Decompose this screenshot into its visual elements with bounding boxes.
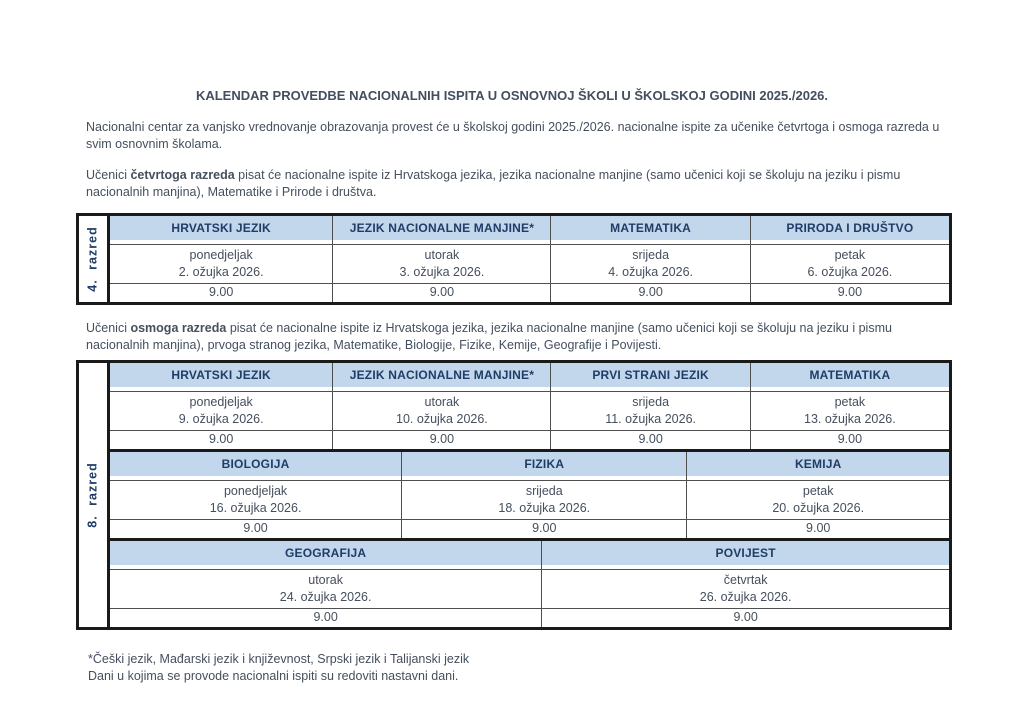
subject-header-label: HRVATSKI JEZIK [110,363,332,387]
exam-day-row [110,569,949,608]
exam-time-cell: 9.00 [550,431,749,449]
footnote-school-days: Dani u kojima se provode nacionalni ispiti su redoviti nastavni dani. [88,669,459,683]
grade-4-bands [110,216,949,302]
footnote-asterisk: *Češki jezik, Mađarski jezik i književnost, Srpski jezik i Talijanski jezik [88,652,470,666]
footnotes [88,651,940,685]
subject-header-label: JEZIK NACIONALNE MANJINE* [333,363,550,387]
subject-header-row [110,541,949,569]
exam-time-row [110,608,949,627]
exam-day-cell [550,245,749,283]
subject-header-cell [110,216,332,244]
subject-header-label: BIOLOGIJA [110,452,401,476]
exam-date: 2. ožujka 2026. [178,265,264,279]
exam-time-cell: 9.00 [686,520,949,538]
exam-day-cell [401,481,686,519]
subject-header-label: MATEMATIKA [751,363,949,387]
exam-time-cell: 9.00 [750,284,949,302]
subject-header-row [110,216,949,244]
subject-header-label: PRVI STRANI JEZIK [551,363,749,387]
grade-8-row-label: 8. razred [86,462,101,528]
grade-4-row-label: 4. razred [86,226,101,292]
exam-date: 26. ožujka 2026. [699,590,792,604]
subject-header-label: FIZIKA [402,452,686,476]
grade-8-bands [110,363,949,627]
exam-day-row [110,244,949,283]
exam-time-cell: 9.00 [332,431,550,449]
exam-day-name: petak [834,248,866,262]
exam-time-cell: 9.00 [541,609,949,627]
subject-header-cell [332,216,550,244]
exam-day-name: utorak [308,573,343,587]
grade-4-exam-table [76,213,952,305]
subject-header-label: JEZIK NACIONALNE MANJINE* [333,216,550,240]
exam-day-cell [750,392,949,430]
exam-date: 13. ožujka 2026. [804,412,896,426]
exam-day-name: petak [834,395,866,409]
grade-8-paragraph [86,320,940,353]
grade-8-exam-table [76,360,952,630]
grade-4-prefix: Učenici [86,168,131,182]
subject-header-row [110,363,949,391]
exam-day-row [110,480,949,519]
exam-band [110,363,949,449]
exam-band [110,216,949,302]
exam-time-row [110,430,949,449]
exam-day-cell [332,392,550,430]
exam-day-name: utorak [424,395,460,409]
exam-date: 10. ožujka 2026. [396,412,488,426]
exam-date: 18. ožujka 2026. [498,501,591,515]
exam-day-name: srijeda [632,395,670,409]
grade-8-bold: osmoga razreda [130,321,227,335]
exam-time-cell: 9.00 [243,521,268,535]
exam-date: 24. ožujka 2026. [279,590,372,604]
exam-date: 6. ožujka 2026. [807,265,893,279]
exam-day-name: utorak [424,248,460,262]
subject-header-cell [110,452,401,480]
subject-header-label: PRIRODA I DRUŠTVO [751,216,949,240]
exam-day-cell [110,481,401,519]
exam-day-name: srijeda [525,484,563,498]
intro-paragraph [86,119,940,152]
exam-time-cell: 9.00 [209,285,234,299]
exam-day-cell [110,245,332,283]
exam-time-cell: 9.00 [209,432,234,446]
exam-time-cell: 9.00 [332,284,550,302]
exam-time-cell: 9.00 [750,431,949,449]
subject-header-cell [541,541,949,569]
exam-time-cell: 9.00 [550,284,749,302]
subject-header-cell [110,363,332,391]
subject-header-label: GEOGRAFIJA [110,541,541,565]
exam-day-name: ponedjeljak [223,484,288,498]
intro-text: Nacionalni centar za vanjsko vrednovanje obrazovanja provest će u školskoj godini 2025./2026. nacionalne ispite za učenike četvrtoga i osmoga razreda u svim osnovnim školama. [86,120,940,151]
exam-day-name: petak [802,484,834,498]
exam-time-cell: 9.00 [313,610,338,624]
grade-8-row-label-cell [79,363,110,627]
exam-time-cell: 9.00 [401,520,686,538]
grade-4-bold: četvrtoga razreda [130,168,235,182]
subject-header-row [110,452,949,480]
grade-8-prefix: Učenici [86,321,131,335]
subject-header-label: POVIJEST [542,541,949,565]
exam-date: 9. ožujka 2026. [178,412,264,426]
subject-header-label: KEMIJA [687,452,949,476]
exam-band [110,449,949,538]
subject-header-cell [550,363,749,391]
exam-time-row [110,519,949,538]
subject-header-cell [401,452,686,480]
exam-day-name: ponedjeljak [189,395,253,409]
exam-day-name: četvrtak [723,573,768,587]
subject-header-label: MATEMATIKA [551,216,749,240]
exam-date: 11. ožujka 2026. [605,412,697,426]
page-title: KALENDAR PROVEDBE NACIONALNIH ISPITA U OSNOVNOJ ŠKOLI U ŠKOLSKOJ GODINI 2025./2026. [195,88,829,103]
exam-day-cell [686,481,949,519]
subject-header-label: HRVATSKI JEZIK [110,216,332,240]
exam-band [110,538,949,627]
grade-4-row-label-cell [79,216,110,302]
exam-day-cell [541,570,949,608]
exam-date: 20. ožujka 2026. [772,501,865,515]
exam-day-cell [750,245,949,283]
exam-day-name: srijeda [632,248,670,262]
subject-header-cell [686,452,949,480]
grade-4-paragraph [86,167,940,200]
subject-header-cell [750,216,949,244]
exam-day-cell [110,570,541,608]
subject-header-cell [750,363,949,391]
exam-date: 4. ožujka 2026. [608,265,694,279]
subject-header-cell [550,216,749,244]
exam-day-cell [332,245,550,283]
exam-date: 16. ožujka 2026. [209,501,302,515]
exam-time-row [110,283,949,302]
exam-date: 3. ožujka 2026. [399,265,485,279]
exam-day-row [110,391,949,430]
exam-day-cell [110,392,332,430]
exam-day-cell [550,392,749,430]
grade-8-rest: pisat će nacionalne ispite iz Hrvatskoga jezika, jezika nacionalne manjine (samo učenici koji se školuju na jeziku i pismu nacionalnih manjina), prvoga stranog jezika, Matematike, Biologije, Fizike, Kemije, Geografije i Povijesti. [86,321,892,352]
grade-4-rest: pisat će nacionalne ispite iz Hrvatskoga jezika, jezika nacionalne manjine (samo učenici koji se školuju na jeziku i pismu nacionalnih manjina), Matematike i Prirode i društva. [86,168,901,199]
exam-day-name: ponedjeljak [189,248,253,262]
subject-header-cell [332,363,550,391]
subject-header-cell [110,541,541,569]
